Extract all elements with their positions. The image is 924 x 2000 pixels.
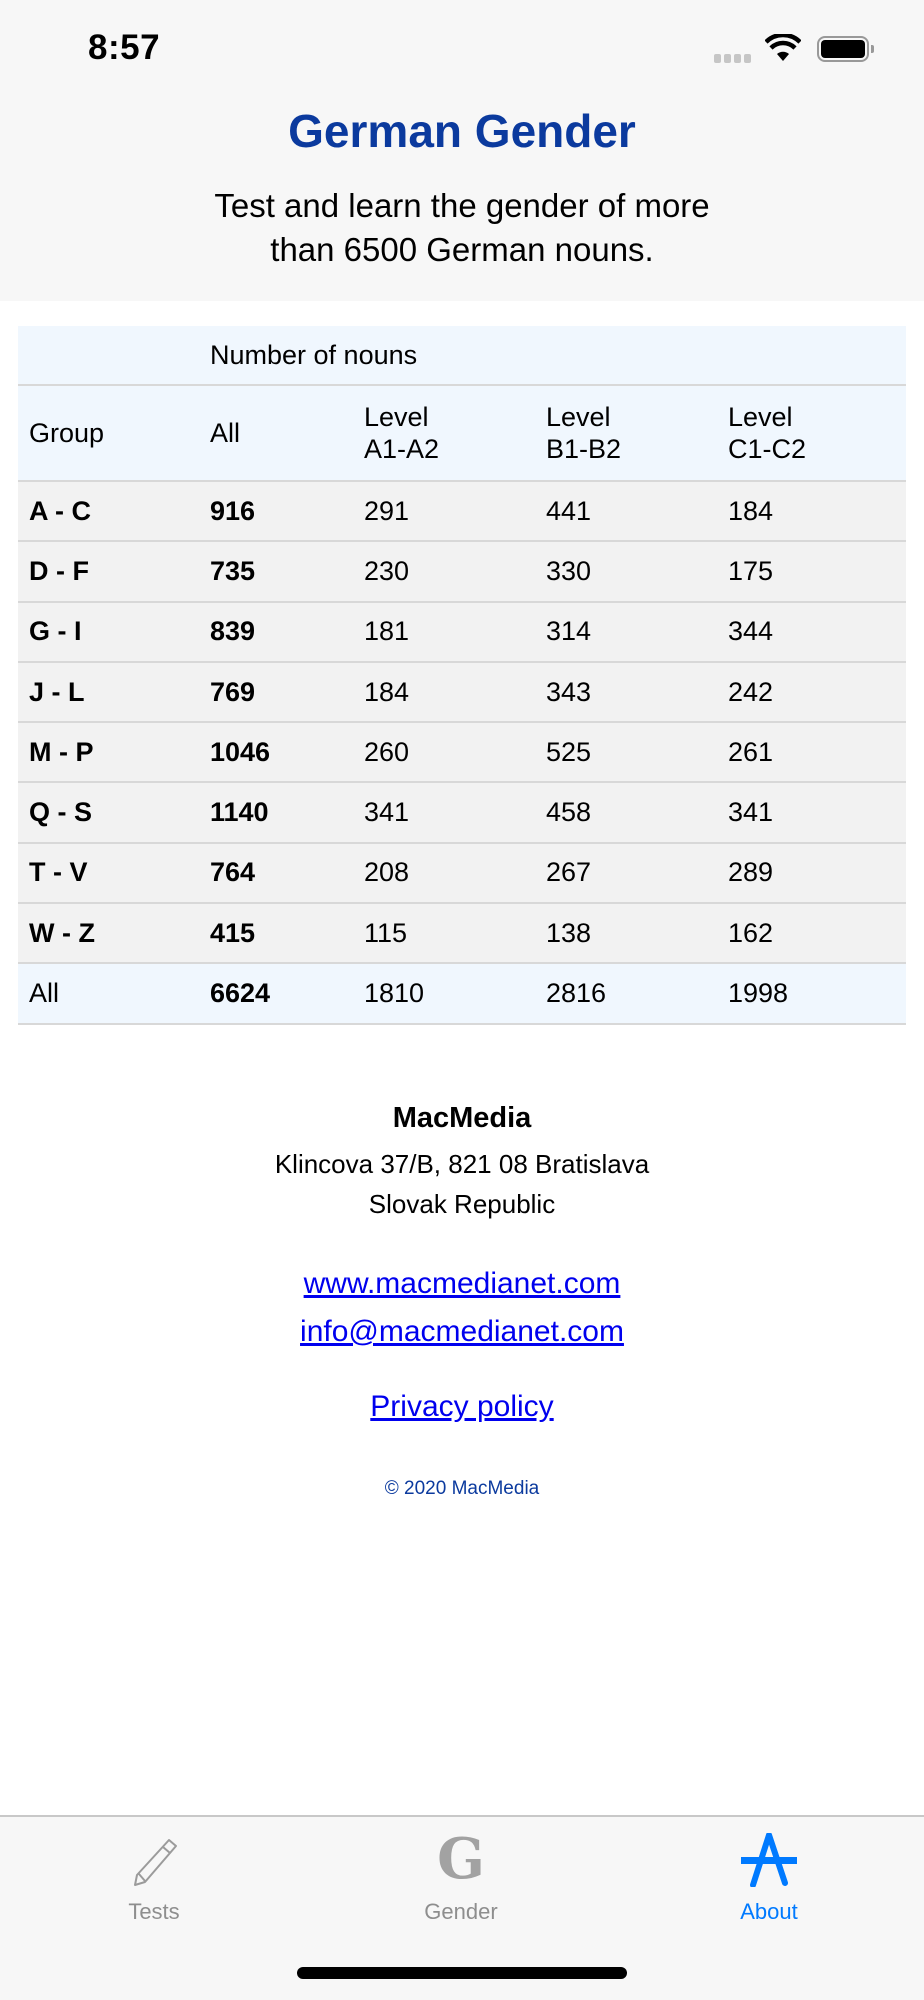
count-cell: 2816 [535,963,717,1023]
count-cell: 115 [353,903,535,963]
count-cell: 184 [353,662,535,722]
column-header: Group [18,385,199,481]
count-cell: 291 [353,481,535,541]
tab-label: Gender [424,1899,498,1924]
count-cell: 1140 [199,782,353,842]
copyright: © 2020 MacMedia [384,1478,540,1499]
count-cell: 208 [353,843,535,903]
count-cell: 289 [717,843,906,903]
count-cell: 344 [717,602,906,662]
count-cell: 162 [717,903,906,963]
count-cell: 458 [535,782,717,842]
count-cell: 6624 [199,963,353,1023]
app-subtitle: Test and learn the gender of more than 6500 German nouns. [214,187,710,268]
group-cell: G - I [18,602,199,662]
group-cell: D - F [18,541,199,601]
table-row [18,481,906,541]
table-row [18,782,906,842]
table-row [18,722,906,782]
privacy-policy-link[interactable]: Privacy policy [370,1390,554,1423]
count-cell: 330 [535,541,717,601]
group-cell: A - C [18,481,199,541]
count-cell: 441 [535,481,717,541]
group-cell: W - Z [18,903,199,963]
nouns-table [18,326,906,1025]
column-header: Level B1-B2 [535,385,717,481]
count-cell: 267 [535,843,717,903]
email-link[interactable]: info@macmedianet.com [300,1315,624,1348]
pencil-icon [129,1837,179,1887]
count-cell: 343 [535,662,717,722]
privacy-container [0,1390,924,1424]
table-row [18,903,906,963]
tab-label: Tests [128,1899,180,1924]
tab-gender[interactable] [361,1817,561,1937]
app-title: German Gender [288,105,636,157]
column-header: Level C1-C2 [717,385,906,481]
count-cell: 181 [353,602,535,662]
count-cell: 175 [717,541,906,601]
count-cell: 769 [199,662,353,722]
count-cell: 242 [717,662,906,722]
tab-about[interactable] [669,1817,869,1937]
status-time: 8:57 [88,28,161,67]
battery-icon [817,36,869,62]
count-cell: 525 [535,722,717,782]
company-name: MacMedia [392,1102,532,1134]
cellular-signal-icon [714,54,751,63]
count-cell: 916 [199,481,353,541]
count-cell: 341 [717,782,906,842]
table-total-row [18,963,906,1023]
table-row [18,602,906,662]
header [0,0,924,301]
count-cell: 415 [199,903,353,963]
count-cell: 138 [535,903,717,963]
group-cell: J - L [18,662,199,722]
column-header: All [199,385,353,481]
count-cell: 184 [717,481,906,541]
website-link[interactable]: www.macmedianet.com [303,1267,621,1300]
table-row [18,662,906,722]
count-cell: 1046 [199,722,353,782]
contact-links [0,1262,924,1358]
group-cell: T - V [18,843,199,903]
count-cell: 839 [199,602,353,662]
group-cell: All [18,963,199,1023]
home-indicator[interactable] [297,1967,627,1979]
g-letter-icon: G [437,1826,485,1892]
count-cell: 735 [199,541,353,601]
count-cell: 764 [199,843,353,903]
table-row [18,843,906,903]
count-cell: 314 [535,602,717,662]
wifi-icon [765,34,801,62]
count-cell: 1998 [717,963,906,1023]
count-cell: 230 [353,541,535,601]
count-cell: 1810 [353,963,535,1023]
table-row [18,541,906,601]
count-cell: 341 [353,782,535,842]
table-header [18,385,906,481]
company-address: Klincova 37/B, 821 08 Bratislava Slovak Republic [274,1149,650,1219]
group-cell: M - P [18,722,199,782]
super-header-label: Number of nouns [199,326,906,385]
group-cell: Q - S [18,782,199,842]
tab-label: About [740,1899,798,1924]
count-cell: 260 [353,722,535,782]
column-header: Level A1-A2 [353,385,535,481]
count-cell: 261 [717,722,906,782]
tab-tests[interactable] [54,1817,254,1937]
app-store-icon [739,1833,799,1887]
table-super-header [18,326,906,385]
